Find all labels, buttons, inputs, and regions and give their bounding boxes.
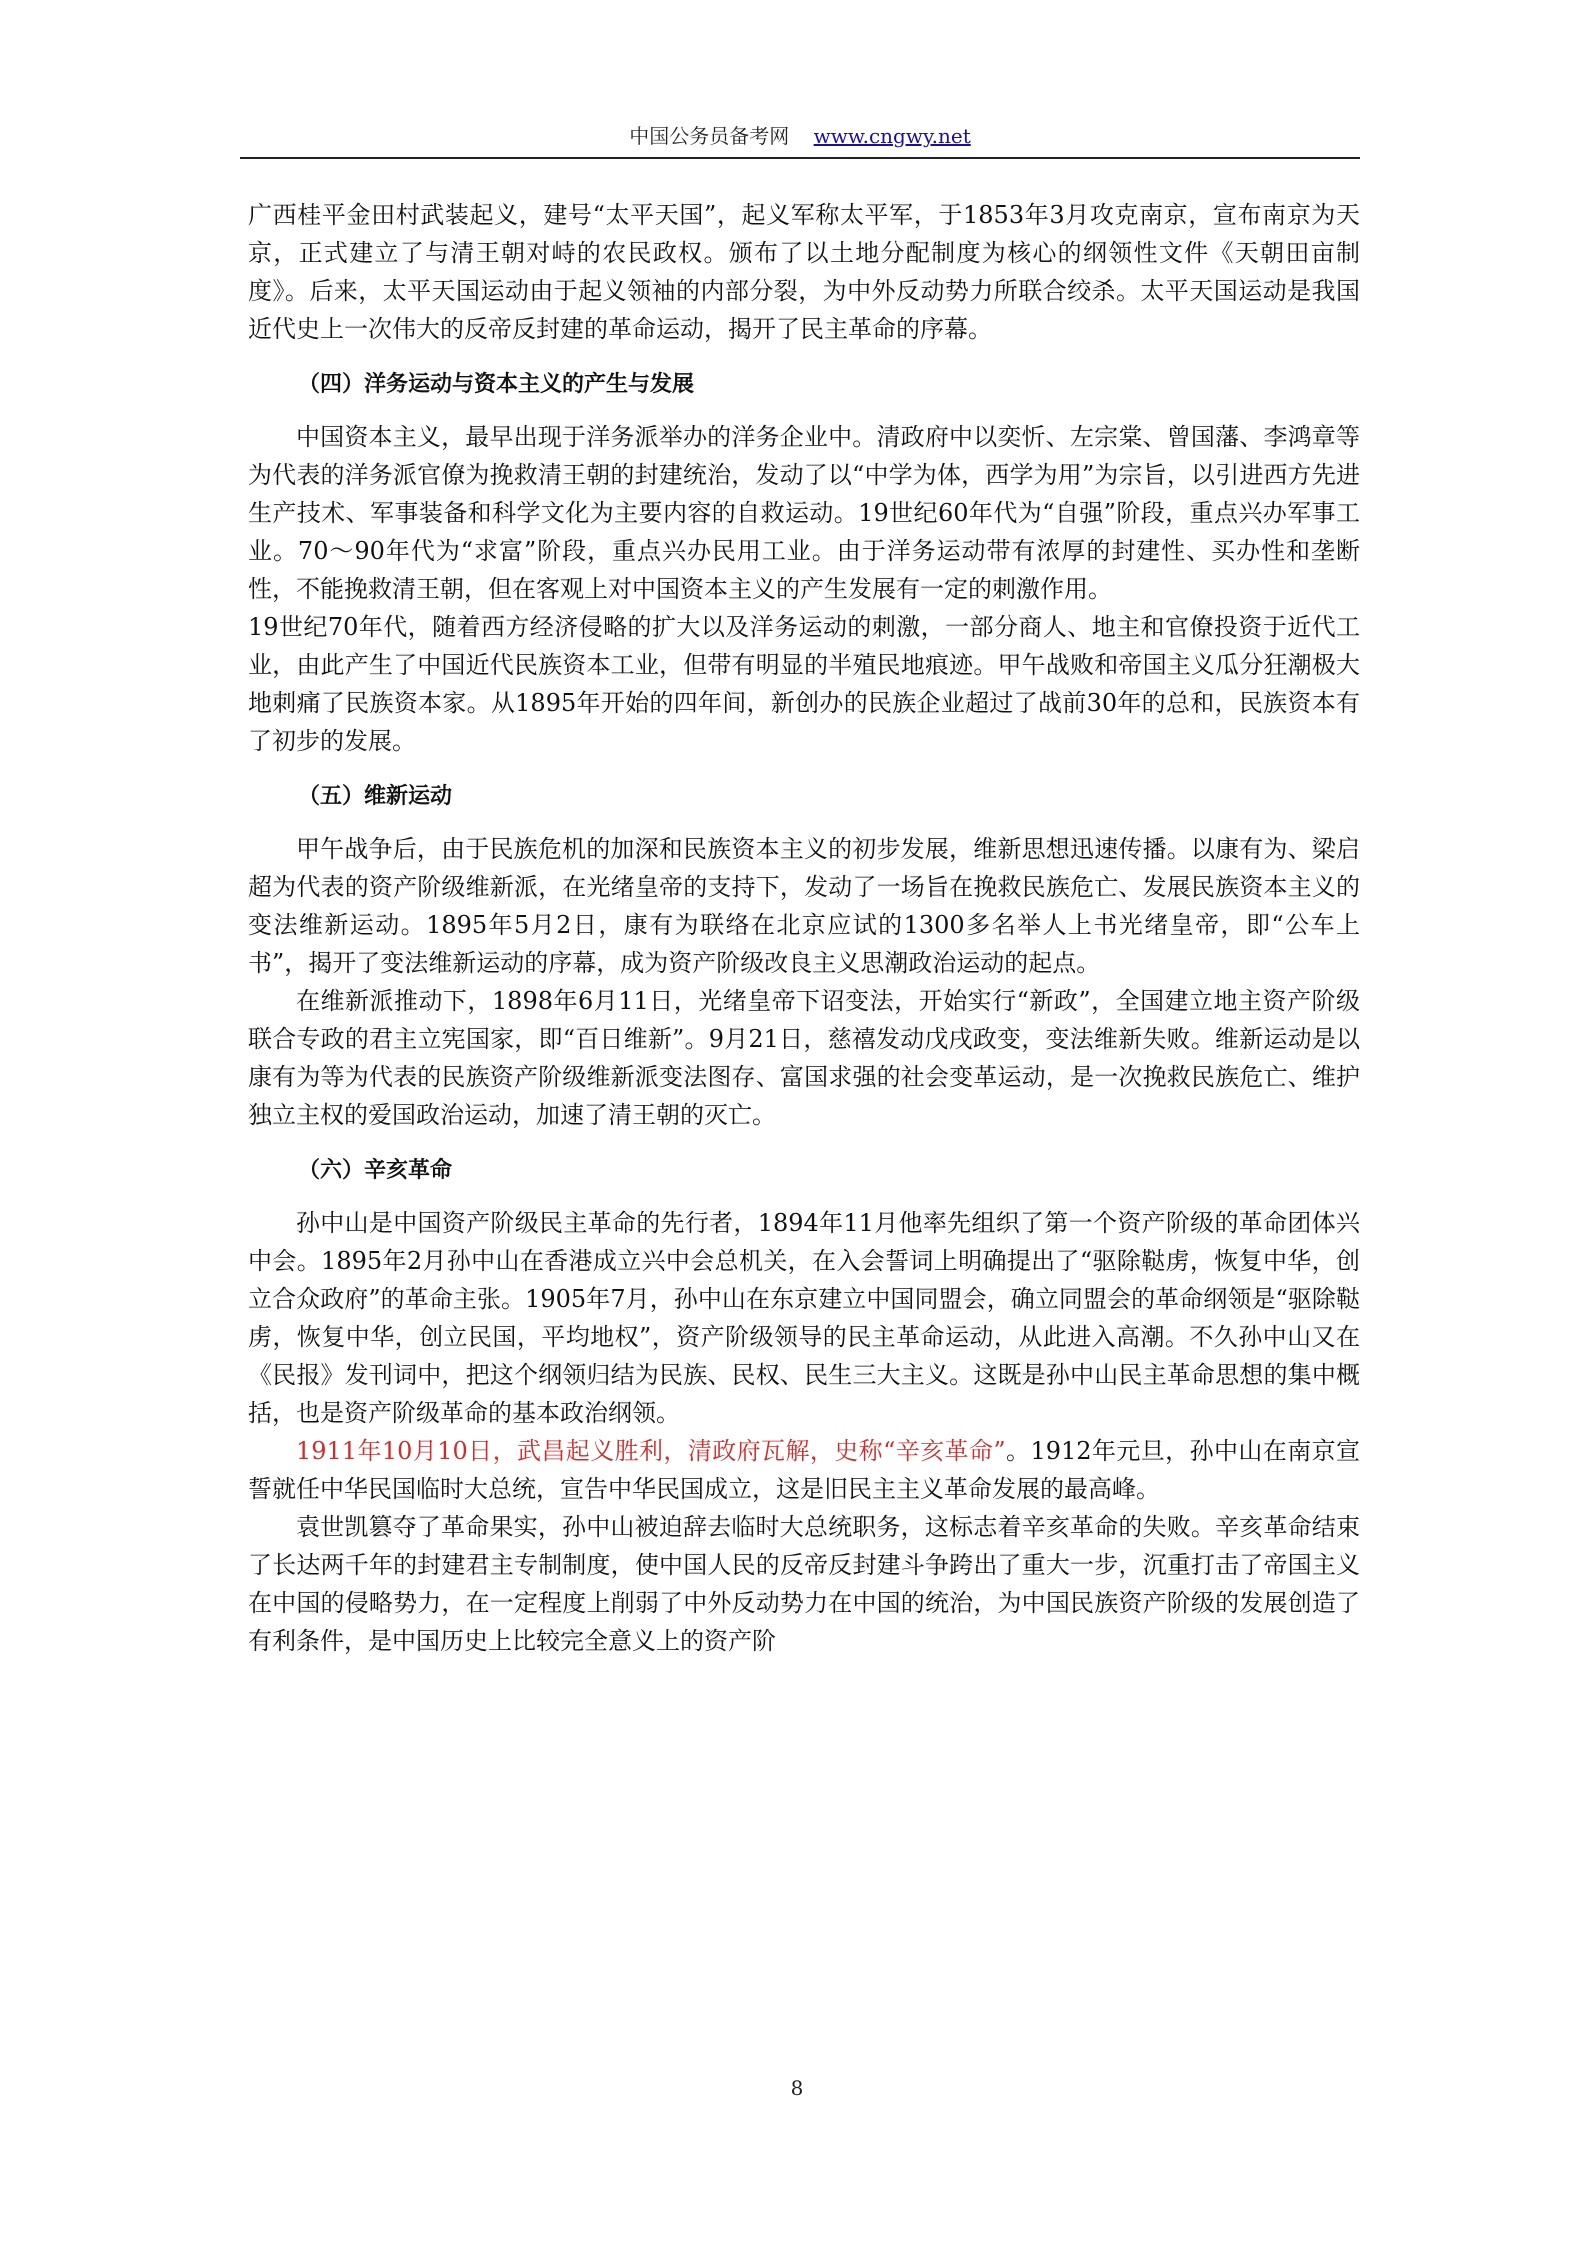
header-divider (240, 157, 1360, 159)
paragraph-reform-1: 甲午战争后，由于民族危机的加深和民族资本主义的初步发展，维新思想迅速传播。以康有为、梁启超为代表的资产阶级维新派，在光绪皇帝的支持下，发动了一场旨在挽救民族危亡、发展民族资本主义的变法维新运动。1895年5月2日，康有为联络在北京应试的1300多名举人上书光绪皇帝，即“公车上书”，揭开了变法维新运动的序幕，成为资产阶级改良主义思潮政治运动的起点。 (248, 835, 1360, 977)
header-site-name: 中国公务员备考网 (629, 124, 790, 148)
paragraph-westernization-1: 中国资本主义，最早出现于洋务派举办的洋务企业中。清政府中以奕忻、左宗棠、曾国藩、李鸿章等为代表的洋务派官僚为挽救清王朝的封建统治，发动了以“中学为体，西学为用”为宗旨，以引进西方先进生产技术、军事装备和科学文化为主要内容的自救运动。19世纪60年代为“自强”阶段，重点兴办军事工业。70～90年代为“求富”阶段，重点兴办民用工业。由于洋务运动带有浓厚的封建性、买办性和垄断性，不能挽救清王朝，但在客观上对中国资本主义的产生发展有一定的刺激作用。 (248, 423, 1360, 603)
paragraph-xinhai-2-rest: 。1912年元旦，孙中山在南京宣誓就任中华民国临时大总统，宣告中华民国成立，这是旧民主主义革命发展的最高峰。 (248, 1437, 1361, 1503)
paragraph-xinhai-1: 孙中山是中国资产阶级民主革命的先行者，1894年11月他率先组织了第一个资产阶级的革命团体兴中会。1895年2月孙中山在香港成立兴中会总机关，在入会誓词上明确提出了“驱除鞑虏，恢复中华，创立合众政府”的革命主张。1905年7月，孙中山在东京建立中国同盟会，确立同盟会的革命纲领是“驱除鞑虏，恢复中华，创立民国，平均地权”，资产阶级领导的民主革命运动，从此进入高潮。不久孙中山又在《民报》发刊词中，把这个纲领归结为民族、民权、民生三大主义。这既是孙中山民主革命思想的集中概括，也是资产阶级革命的基本政治纲领。 (248, 1209, 1360, 1427)
header-site-url-link[interactable]: www.cngwy.net (813, 124, 971, 148)
section-heading-6: （六）辛亥革命 (298, 1158, 453, 1183)
paragraph-reform-2: 在维新派推动下，1898年6月11日，光绪皇帝下诏变法，开始实行“新政”，全国建立地主资产阶级联合专政的君主立宪国家，即“百日维新”。9月21日，慈禧发动戊戌政变，变法维新失败。维新运动是以康有为等为代表的民族资产阶级维新派变法图存、富国求强的社会变革运动，是一次挽救民族危亡、维护独立主权的爱国政治运动，加速了清王朝的灭亡。 (248, 987, 1360, 1129)
page-number: 8 (790, 2076, 804, 2100)
section-heading-5: （五）维新运动 (298, 784, 453, 809)
paragraph-xinhai-3: 袁世凯篡夺了革命果实，孙中山被迫辞去临时大总统职务，这标志着辛亥革命的失败。辛亥革命结束了长达两千年的封建君主专制制度，使中国人民的反帝反封建斗争跨出了重大一步，沉重打击了帝国主义在中国的侵略势力，在一定程度上削弱了中外反动势力在中国的统治，为中国民族资产阶级的发展创造了有利条件，是中国历史上比较完全意义上的资产阶 (248, 1513, 1360, 1655)
section-heading-4: （四）洋务运动与资本主义的产生与发展 (298, 372, 695, 397)
highlighted-text: 1911年10月10日，武昌起义胜利，清政府瓦解，史称“辛亥革命” (296, 1437, 1006, 1465)
paragraph-xinhai-2 (248, 1432, 1360, 1508)
document-body (248, 196, 1360, 1660)
paragraph-taiping: 广西桂平金田村武装起义，建号“太平天国”，起义军称太平军，于1853年3月攻克南京，宣布南京为天京，正式建立了与清王朝对峙的农民政权。颁布了以土地分配制度为核心的纲领性文件《天朝田亩制度》。后来，太平天国运动由于起义领袖的内部分裂，为中外反动势力所联合绞杀。太平天国运动是我国近代史上一次伟大的反帝反封建的革命运动，揭开了民主革命的序幕。 (248, 201, 1360, 343)
page-header (240, 122, 1360, 158)
paragraph-westernization-2: 19世纪70年代，随着西方经济侵略的扩大以及洋务运动的刺激，一部分商人、地主和官僚投资于近代工业，由此产生了中国近代民族资本工业，但带有明显的半殖民地痕迹。甲午战败和帝国主义瓜分狂潮极大地刺痛了民族资本家。从1895年开始的四年间，新创办的民族企业超过了战前30年的总和，民族资本有了初步的发展。 (248, 613, 1360, 755)
